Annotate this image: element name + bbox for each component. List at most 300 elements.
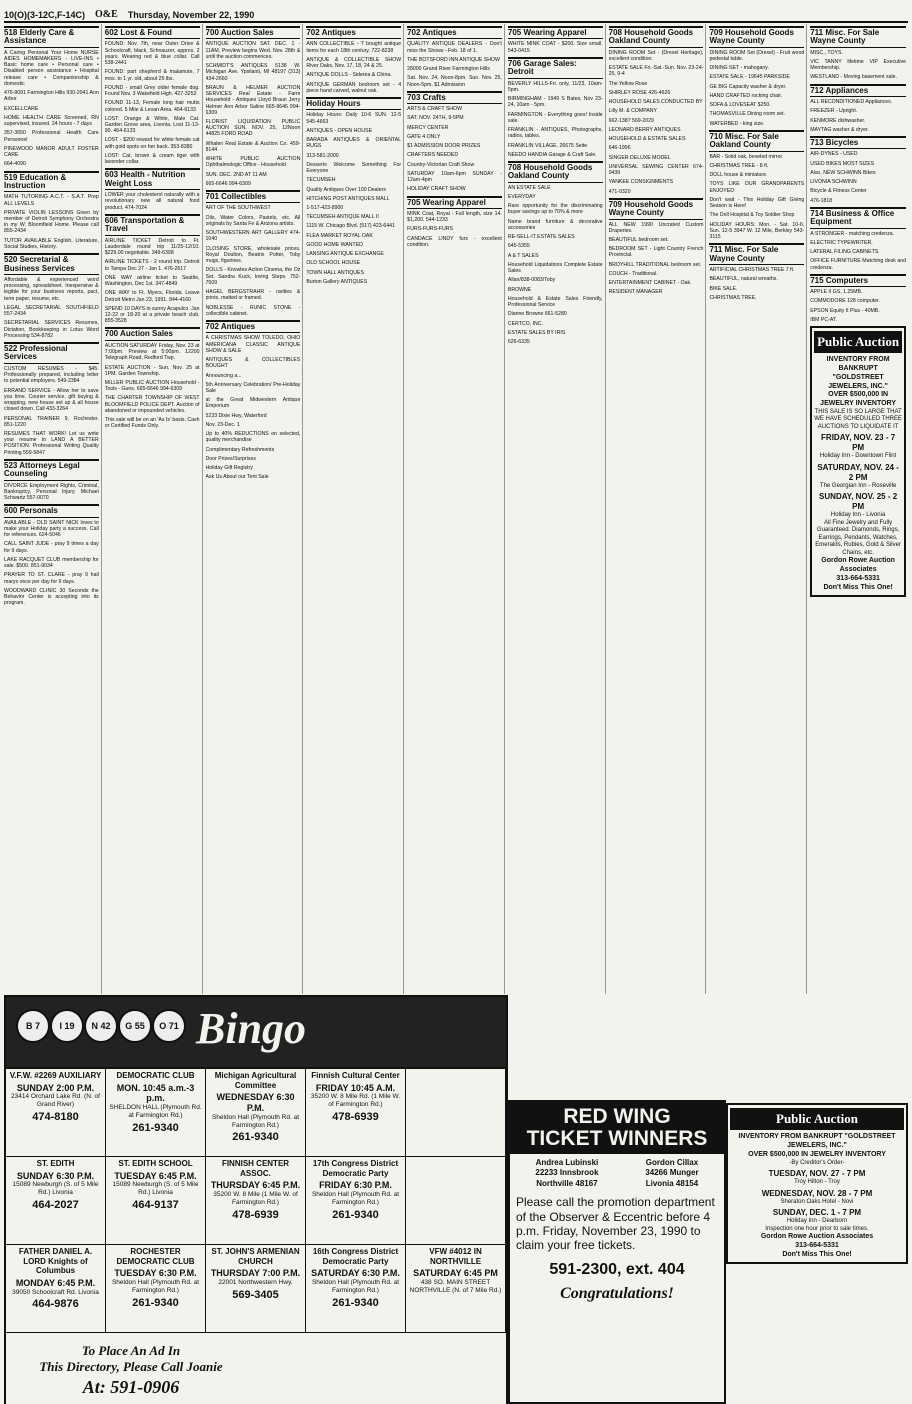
category-heading: 711 Misc. For Sale Wayne County [810, 26, 906, 48]
classified-ad: CALL SAINT JUDE - pray 9 times a day for 9 days. [4, 541, 99, 554]
classified-ad: ANTIQUE GERMAN bedroom set - 4 piece hand carved, walnut oak. [306, 81, 402, 94]
auction-date: SUNDAY, DEC. 1 - 7 PM [772, 1208, 862, 1217]
classified-ad: APPLE II GS, 1.25MB. [810, 289, 863, 296]
bingo-listing-phone: 261-9340 [332, 1208, 379, 1221]
classified-ad: HAGEL BERGSTRAHR - rarities & prints, matted or framed. [205, 289, 301, 302]
bingo-listing-day: FRIDAY 6:30 P.M. [319, 1180, 392, 1191]
category-heading: 606 Transportation & Travel [105, 214, 200, 236]
classified-ad: SINGER DELUXE MODEL [608, 154, 671, 161]
classified-ad: Holiday Gift Registry [205, 465, 253, 472]
winner-name: Gordon Cillax [645, 1158, 699, 1168]
category-heading: 710 Misc. For Sale Oakland County [709, 130, 804, 152]
category-heading: 705 Wearing Apparel [407, 196, 502, 209]
classified-ad: ALL RECONDITIONED Appliances. [810, 99, 893, 106]
column [709, 24, 807, 994]
bingo-listing [306, 1157, 406, 1245]
winner-entry [535, 1158, 598, 1189]
classified-ad: BEAUTIFUL bedroom set. [608, 237, 669, 244]
classified-ad: CLOSING STORE, wholesale prices. Royal Doulton, Beatrix Potter, Toby mugs, figurines. [205, 245, 301, 265]
redwing-title-line1: RED WING [563, 1105, 671, 1128]
bingo-listing [406, 1157, 506, 1245]
auction-headline: INVENTORY FROM BANKRUPT "GOLDSTREET JEWELERS, INC." [738, 1133, 896, 1149]
auction-phone: 313-664-5331 [795, 1241, 839, 1249]
auction-date: TUESDAY, NOV. 27 - 7 PM [768, 1169, 866, 1178]
classified-ad: SOUTHWESTERN ART GALLERY 474-1040 [205, 230, 301, 243]
classified-ad: HAND CRAFTED rocking chair. [709, 92, 783, 99]
classified-ad: Name brand furniture & decorative accessories [507, 218, 603, 231]
classified-ad: Sat. Nov. 24, Noon-8pm. Sun. Nov. 25, Noon-5pm. $1 Admission [407, 75, 502, 88]
classified-ad: AN ESTATE SALE [507, 184, 551, 191]
classified-ad: Complimentary Refreshments [205, 446, 275, 453]
classified-ad: HOLIDAY CRAFT SHOW [407, 186, 466, 193]
redwing-ticket-winners [508, 1100, 726, 1404]
redwing-phone: 591-2300, ext. 404 [549, 1260, 685, 1278]
classified-ad: VIC TANNY lifetime VIP Executive Membership. [810, 59, 906, 72]
classified-ad: LEONARD BERRY ANTIQUES [608, 126, 681, 133]
classified-ad: ANN COLLECTIBLE - 'I' bought antique items for each 18th century. 722-8238 [306, 41, 402, 54]
bingo-ball-icon: B 7 [16, 1009, 50, 1043]
redwing-title [510, 1102, 724, 1154]
classified-ad: USED BIKES MOST SIZES [810, 160, 875, 167]
classified-ad: FRANKLIN VILLAGE. 26675 Seite [507, 142, 588, 149]
bingo-listing-name: Finnish Cultural Center [311, 1071, 400, 1080]
classified-ad: This sale will be on an 'As Is' basis. Cash or Certified Funds Only. [104, 417, 200, 430]
classified-ad: CUSTOM RESUMES - $45. Professionally prepared, including letter to potential employers. 549-2384 [4, 365, 99, 385]
classified-ad: WHITE PUBLIC AUCTION Ophthalmologic Office - Household [205, 156, 301, 169]
bingo-listing [106, 1157, 206, 1245]
public-auction-1 [810, 326, 906, 597]
classified-ad: 626-6335 [507, 338, 530, 345]
classified-ad: HOME HEALTH CARE Screened, RN supervised, insured. 24 hours - 7 days [4, 114, 99, 128]
classified-ad: A Caring Personal Your Home NURSE AIDES HOMEMAKERS - LIVE-INS • Basic home care • Personal care • Disabled person assistance • Hospital release care • Companionship & domestic [4, 49, 99, 87]
auction-company: Gordon Rowe Auction Associates [821, 557, 895, 574]
bingo-listing-phone: 569-3405 [232, 1288, 279, 1301]
classified-ad: 476-1818 [810, 197, 833, 204]
masthead [4, 2, 908, 23]
category-heading: 522 Professional Services [4, 342, 99, 364]
column [508, 24, 606, 994]
category-heading: 702 Antiques [206, 320, 301, 333]
auction-date: SUNDAY, NOV. 25 - 2 PM [819, 492, 898, 512]
classified-ad: 1-517-423-8900 [306, 205, 344, 211]
classified-ad: BIKE SALE. [709, 285, 738, 292]
classified-ad: LIVONIA SCHWINN [810, 179, 857, 186]
bingo-listing-phone: 464-9876 [32, 1298, 79, 1311]
classified-ad: TECUMSEH [306, 177, 336, 184]
bingo-listing-day: SATURDAY 6:45 PM [413, 1268, 498, 1279]
bingo-listing-phone: 261-9340 [132, 1121, 179, 1134]
bingo-listing-phone: 261-9340 [332, 1296, 379, 1309]
classified-ad: WOODWARD CLINIC 30 Seconds the Behavior Center is accepting into its program. [4, 587, 99, 607]
classified-ad: FLEA MARKET ROYAL OAK [306, 232, 373, 239]
auction-date: WEDNESDAY, NOV. 28 - 7 PM [761, 1188, 873, 1198]
category-heading: 518 Elderly Care & Assistance [4, 26, 99, 48]
winner-city: Northville 48167 [536, 1178, 598, 1188]
classified-ad: ESTATE SALE Fri.-Sat.-Sun. Nov. 23-24-25, 9-4 [608, 65, 704, 78]
bingo-listing [306, 1069, 406, 1157]
bingo-listing [106, 1069, 206, 1157]
classified-ad: Rare opportunity for the discriminating buyer savings up to 70% & more [507, 203, 603, 216]
classified-ad: Dianne Browne 661-5280 [507, 311, 567, 318]
bingo-footer-line2: This Directory, Please Call Joanie [39, 1359, 223, 1375]
classified-ad: Allan/838-0083/Toby [507, 277, 556, 284]
classified-ad: PERSONAL TRAINER 9, Rochester. 851-1220 [4, 415, 99, 428]
auction-place: The Georgian Inn - Roseville [819, 482, 897, 489]
classified-ad: Whalen Real Estate & Auction Co. 459-8144 [205, 140, 301, 153]
category-heading: 705 Wearing Apparel [508, 26, 603, 39]
classified-ad: MATH TUTORING A.C.T. - S.A.T. Prep ALL LEVELS [4, 194, 99, 207]
auction-place: Holiday Inn - Livonia [830, 512, 886, 519]
bingo-ball-icon: N 42 [84, 1009, 118, 1043]
category-heading: 700 Auction Sales [105, 327, 200, 340]
publication-date: Thursday, November 22, 1990 [127, 10, 255, 20]
bingo-banner [6, 997, 506, 1069]
bingo-listing-day: TUESDAY 6:45 P.M. [114, 1170, 197, 1181]
auction-company: Gordon Rowe Auction Associates [760, 1233, 874, 1240]
classified-ad: Door Prizes/Surprises [205, 455, 256, 462]
classified-ad: NOBLESSE - RUNIC STONE - collectible cabinet. [205, 304, 301, 317]
classified-ad: TECUMSEH ANTIQUE MALL II [306, 214, 379, 221]
classified-ad: SAT. NOV. 24TH, 9-5PM [407, 115, 464, 122]
auction-place: Holiday Inn - Dearborn [786, 1218, 848, 1224]
classified-ad: ONE WAY to Ft. Myers, Florida. Leave Detroit Metro Jan 23, 1991. 844-4160 [104, 290, 200, 303]
classified-ad: RE-SELL-IT ESTATE SALES [507, 234, 575, 241]
category-heading: 603 Health - Nutrition Weight Loss [105, 168, 200, 190]
classified-ad: 5233 Dixie Hwy, Waterford [205, 412, 267, 419]
bingo-listing [406, 1069, 506, 1157]
classified-ad: 313-581-2000 [306, 152, 339, 159]
winners-list [510, 1154, 724, 1193]
classified-ad: Affordable & experienced word processing, spreadsheet. Inexpensive & legible for your business reports, pact, term paper, resume, etc. [4, 276, 99, 302]
classified-ad: THOMASVILLE Dining room set. [709, 111, 785, 118]
classified-ad: 645-5355 [507, 243, 530, 250]
classified-ad: ARTS & CRAFT SHOW [407, 106, 462, 113]
classified-ad: LOST - $200 reward for white female cat with gold spots on her back. 353-8380 [104, 137, 200, 150]
classified-ad: FOUND - small Grey older female dog. Found Nov. 3 Wakefield High. 427-3252 [104, 84, 200, 98]
bingo-listing-day: SATURDAY 6:30 P.M. [311, 1268, 400, 1279]
bingo-listing [306, 1245, 406, 1333]
bingo-listing-day: SUNDAY 2:00 P.M. [16, 1082, 95, 1093]
classified-ad: Desserts Welcome Something For Everyone [306, 161, 402, 175]
category-heading: 709 Household Goods Wayne County [609, 198, 704, 220]
category-heading: 711 Misc. For Sale Wayne County [709, 243, 804, 265]
bingo-listing-phone: 474-8180 [32, 1110, 79, 1123]
public-auction-2 [726, 1100, 908, 1400]
classified-ad: LOST: Orange & White, Male Cat. Garden Grove area, Livonia. Lost 11-13-90. 464-6133 [104, 115, 200, 135]
bingo-listing-name: 16th Congress District Democratic Party [312, 1247, 399, 1266]
classified-ad: ENTERTAINMENT CABINET - Oak. [608, 280, 692, 287]
bingo-listing-day: THURSDAY 7:00 P.M. [210, 1268, 301, 1279]
winner-address: 22233 Innsbrook [535, 1168, 599, 1178]
category-heading: 714 Business & Office Equipment [810, 207, 906, 229]
classified-ad: Also, NEW SCHWINN Bikes [810, 169, 876, 176]
classified-ad: HOUSEHOLD & ESTATE SALES [608, 136, 686, 143]
classified-ad: BARADA ANTIQUES & ORIENTAL RUGS [306, 137, 402, 150]
bingo-listing-name: FATHER DANIEL A. LORD Knights of Columbus [18, 1247, 93, 1276]
auction-banner: Public Auction [730, 1108, 904, 1130]
classified-ad: BROYHILL TRADITIONAL bedroom set. [608, 261, 702, 268]
classified-ad: EVERYDAY [507, 194, 536, 200]
classified-ad: 357-3650 Professional Health Care Personnel [4, 130, 99, 143]
classified-ad: The Yellow Rose [608, 80, 648, 87]
auction-place: Sheraton Oaks Hotel - Novi [780, 1198, 854, 1205]
bingo-footer-line1: To Place An Ad In [81, 1343, 181, 1358]
classified-ad: LEGAL SECRETARIAL SOUTHFIELD 557-2434 [4, 304, 99, 318]
classified-ad: DIVORCE Employment Rights, Criminal, Bankruptcy, Personal Injury. Michael Schwartz 557-0070 [4, 482, 99, 502]
classified-ad: AUCTION SATURDAY Friday, Nov. 23 at 7:00pm. Preview at 5:00pm. 12200 Telegraph Road, Redford Twp. [104, 342, 200, 362]
classified-ad: TOWN HALL ANTIQUES [306, 269, 364, 276]
category-heading: 703 Crafts [407, 91, 502, 104]
auction-place: Troy Hilton - Troy [794, 1179, 840, 1185]
classified-ad: UNIVERSAL SEWING CENTER 674-0439 [608, 163, 704, 177]
classified-ad: ART OF THE SOUTHWEST [205, 205, 271, 212]
auction-place: Holiday Inn - Downtown Flint [819, 453, 897, 460]
auction-sub: OVER $500,000 IN JEWELRY INVENTORY [820, 391, 897, 408]
classified-ad: Oils, Water Colors, Pastels, etc. All originals by Santa Fe & Arizona artists. [205, 214, 301, 227]
winner-name: Andrea Lubinski [535, 1158, 599, 1168]
bingo-listing-day: TUESDAY 6:30 P.M. [114, 1268, 197, 1279]
bingo-footer [6, 1341, 256, 1404]
classified-ad: GE BIG Capacity washer & dryer. [709, 83, 787, 90]
classified-ad: CANDACE LINDY furs - excellent condition. [407, 235, 502, 248]
classified-ad: SECRETARIAL SERVICES Resumes, Dictation, Bookkeeping in Lotus Word Processing 534-8782 [4, 320, 99, 339]
bingo-grid [6, 1069, 506, 1333]
classified-ad: at the Great Midwestern Antique Emporium [205, 397, 301, 410]
auction-box [726, 1103, 908, 1264]
classified-ad: DINING ROOM Set - (Drexel Heritage), excellent condition. [608, 49, 704, 63]
classified-ad: HOLIDAY HOURS: Mon. - Sat. 10-6; Sun. 12-5 3947 W. 12 Mile, Berkley 543-3115 [709, 221, 805, 241]
bingo-listing-name: ST. JOHN'S ARMENIAN CHURCH [211, 1247, 300, 1266]
classified-ad: 664-4090 [4, 161, 26, 168]
classified-ad: ALL NEW 1990 Uncrated Custom Draperies. [608, 221, 704, 234]
category-heading: 715 Computers [810, 274, 906, 287]
bingo-listing-location: 23414 Orchard Lake Rd. (N. of Grand River) [11, 1093, 100, 1109]
classified-ad: WATERBED - king size. [709, 120, 765, 127]
bingo-listing-location: Sheldon Hall (Plymouth Rd. at Farmington Rd.) [111, 1278, 200, 1294]
classified-ad: FOUND: Nov. 7th, near Outer Drive & Schoolcraft, black, Schnauzer, approx. 2 years. Wearing red & blue collar. Call 538-2441 [104, 41, 200, 67]
bingo-listing-name: ROCHESTER DEMOCRATIC CLUB [116, 1247, 195, 1266]
bingo-listing-phone: 261-9340 [232, 1131, 279, 1144]
classified-ad: ESTATE SALES BY IRIS [507, 329, 566, 336]
category-heading: 520 Secretarial & Business Services [4, 253, 99, 275]
classified-ad: AIRLINE TICKET Detroit to Ft. Lauderdale round trip 11/25-12/10. $229.00 negotiable. 349-6398 [104, 237, 200, 257]
category-heading: 709 Household Goods Wayne County [709, 26, 804, 48]
classified-ad: BIRMINGHAM - 1949 S Bates, Nov 23-24, 10am - 5pm. [507, 96, 603, 109]
auction-inspection: Inspection one hour prior to sale times. [765, 1225, 869, 1232]
classified-ad: FOUND: part shepherd & malamute, 7 mos. to 1 yr. old, about 25 lbs. [104, 69, 200, 82]
bingo-ball-icon: I 19 [50, 1009, 84, 1043]
classified-ad: Holiday Hours: Daily 10-6 SUN. 12-5 545-4663 [306, 112, 402, 125]
bingo-listing-day: MON. 10:45 a.m.-3 p.m. [116, 1082, 195, 1104]
classified-ad: AIR-DYNES - USED [810, 151, 858, 158]
classified-ad: RESIDENT MANAGER [608, 289, 663, 296]
classified-ad: MILLER PUBLIC AUCTION Household - Tools - Guns. 665-6646 994-6309 [104, 380, 200, 393]
column [105, 24, 203, 994]
classified-ad: COUCH - Traditional. [608, 270, 658, 277]
classified-ad: A CHRISTMAS SHOW TOLEDO, OHIO AMERICANA CLASSIC ANTIQUE SHOW & SALE [205, 335, 301, 354]
classified-ad: ONE WAY airline ticket to Seattle, Washington, Dec 1st. 347-4849 [104, 274, 200, 288]
bingo-listing [206, 1245, 306, 1333]
classified-ad: SOFA & LOVESEAT $250. [709, 102, 771, 109]
auction-details: All Fine Jewelry and Fully Guaranteed. Diamonds, Rings, Earrings, Pendants, Watches, Emeralds, Rubies, Gold & Silver Chains, etc. [815, 519, 901, 556]
classified-ad: NEEDO HANDIA Garage & Craft Sale. [507, 151, 597, 158]
bingo-listing-name: VFW #4012 IN NORTHVILLE [429, 1247, 482, 1266]
bingo-listing [6, 1069, 106, 1157]
category-heading: 712 Appliances [810, 84, 906, 97]
classified-ad: OLD SCHOOL HOUSE [306, 260, 361, 267]
classified-ad: GOOD HOME WANTED [306, 241, 363, 248]
classified-ad: QUALITY ANTIQUE DEALERS - Don't miss the Shows - Feb. 18 of 1. [407, 41, 502, 54]
bingo-listing-phone: 464-2027 [32, 1198, 79, 1211]
classified-ad: PRIVATE VIOLIN LESSONS Given by member of Detroit Symphony Orchestra in my W. Bloomfield Home. Please call 855-2434 [4, 209, 99, 235]
classified-ad: MERCY CENTER [407, 124, 449, 131]
classified-ad: EPSON Equity II Plus - 40MB. [810, 307, 880, 314]
classified-ad: Nov. 23-Dec. 1 [205, 421, 240, 428]
bingo-listing-location: Sheldon Hall (Plymouth Rd. at Farmington Rd.) [211, 1113, 300, 1129]
auction-headline: INVENTORY FROM BANKRUPT "GOLDSTREET JEWELERS, INC." [826, 356, 890, 390]
classified-ad: 5th Anniversary Celebration/ Pre-Holiday Sale [205, 381, 301, 395]
classified-ad: ANTIQUE DOLLS - Siderea & China. [306, 72, 392, 79]
classified-ad: CHRISTMAS TREE - 8 ft. [709, 162, 769, 169]
bingo-listing-location: 35200 W. 8 Mile Rd. (1 Mile W. of Farmington Rd.) [310, 1093, 401, 1109]
category-heading: 519 Education & Instruction [4, 171, 99, 193]
winner-address: 34266 Munger [645, 1168, 699, 1178]
classified-ad: SATURDAY 10am-6pm SUNDAY - 12am-4pm [407, 170, 502, 184]
classified-ad: THE CHARTER TOWNSHIP OF WEST BLOOMFIELD POLICE DEPT. Auction of abandoned or impounded vehicles. [104, 395, 200, 414]
category-heading: 701 Collectibles [206, 190, 301, 203]
classified-ad: ANTIQUE AUCTION SAT. DEC. 1 - 11AM. Preview begins Wed. Nov. 28th & until the auction commences. [205, 41, 301, 60]
category-heading: 708 Household Goods Oakland County [508, 161, 603, 183]
auction-sub2: -By Creditor's Order- [789, 1159, 845, 1166]
classified-ad: TOYS LIKE OUR GRANDPARENTS ENJOYED [709, 181, 805, 194]
bingo-listing-location: 39050 Schoolcraft Rd. Livonia [12, 1288, 99, 1296]
auction-tag: Don't Miss This One! [823, 583, 893, 591]
classified-ad: GATE 4 ONLY [407, 133, 441, 140]
bingo-listing-location: 15089 Newburgh (S. of 5 Mile Rd.) Livonia [112, 1181, 199, 1197]
bingo-listing [6, 1245, 106, 1333]
bingo-listing [106, 1245, 206, 1333]
classified-ad: FRANKLIN - ANTIQUES, Photographs, radios, tables. [507, 127, 603, 140]
classified-ad: OFFICE FURNITURE Matching desk and credenza. [810, 258, 906, 271]
bingo-listing-location: 35200 W. 8 Mile (1 Mile W. of Farmington Rd.) [213, 1190, 298, 1206]
classified-ad: FOUND 11-13, Female long hair mutts colored. 5 Mile & Levan Area. 464-6133 [104, 100, 200, 113]
classified-ad: SUN. DEC. 2ND AT 11 AM [205, 171, 267, 178]
classified-ad: Ask Us About our Tent Sale [205, 474, 269, 481]
classified-ad: DINING SET - mahogany. [709, 65, 769, 72]
classified-ad: MISC., TOYS. [810, 49, 843, 56]
classified-ad: 1115 W. Chicago Blvd. (517) 423-6441 [306, 223, 395, 230]
column [407, 24, 505, 994]
classified-ad: IBM PC-AT. [810, 316, 837, 323]
bingo-listing-day: FRIDAY 10:45 A.M. [315, 1082, 396, 1093]
classified-ad: Lilly M. & COMPANY [608, 108, 657, 115]
bingo-listing-location: Sheldon Hall (Plymouth Rd. at Farmington Rd.) [311, 1278, 400, 1294]
bingo-listing-day: SUNDAY 6:30 P.M. [16, 1170, 95, 1181]
classified-ad: $1 ADMISSION DOOR PRIZES [407, 143, 481, 150]
classified-ad: FLORIST LIQUIDATION PUBLIC AUCTION SUN. NOV. 25, 12Noon 44825 FORD ROAD [205, 118, 301, 138]
category-heading: Holiday Hours [306, 97, 401, 110]
auction-date: FRIDAY, NOV. 23 - 7 PM [821, 433, 896, 453]
bingo-listing-phone: 464-9137 [132, 1198, 179, 1211]
classified-ad: HITCHING POST ANTIQUES MALL [306, 195, 390, 202]
bingo-listing-location: 15089 Newburgh (S. of 5 Mile Rd.) Livonia [12, 1181, 99, 1197]
category-heading: 706 Garage Sales: Detroit [508, 57, 603, 79]
classified-ad: CHRISTMAS TREE. [709, 294, 757, 301]
classified-ad: ANTIQUES - OPEN HOUSE [306, 127, 373, 134]
category-heading: 523 Attorneys Legal Counseling [4, 459, 99, 481]
auction-banner: Public Auction [814, 331, 902, 353]
bingo-listing-name: 17th Congress District Democratic Party [312, 1159, 399, 1178]
classified-ad: FARMINGTON - Everything goes! Inside sale. [507, 111, 603, 124]
bingo-listing [406, 1245, 506, 1333]
classified-ad: AIRLINE TICKETS - 2 round trip. Detroit to Tampa Dec 27 - Jan 1. 476-2617 [104, 259, 200, 272]
column [810, 24, 908, 994]
classified-ad: COMMODORE 128 computer. [810, 298, 880, 305]
classified-ad: The Doll Hospital & Toy Soldier Shop [709, 212, 795, 219]
classified-ad: FREEZER - Upright. [810, 108, 858, 115]
bingo-title: Bingo [196, 1004, 307, 1053]
classified-ad: WHITE MINK COAT - $200. Size small. 543-0415 [507, 41, 603, 54]
classified-ad: MINK Coat, Royal - Full length, size 14. $1,200. 544-1233 [407, 210, 502, 224]
column [206, 24, 304, 994]
classified-ad: ELECTRIC TYPEWRITER. [810, 239, 873, 246]
bingo-listing [6, 1157, 106, 1245]
classified-ad: BRAUN & HELMER AUCTION SERVICES Real Estate - Farm Household - Antiques Lloyd Braun Jerry Helmer Ann Arbor Saline 665-9646 994-6309 [205, 84, 301, 116]
classified-ad: DINING ROOM Set (Drexel) - Fruit wood pedestal table. [709, 49, 805, 63]
classified-ad: ANTIQUE & COLLECTIBLE SHOW River Oaks, Nov. 17, 18, 24 & 25. [306, 56, 402, 70]
classified-ad: 471-0320 [608, 188, 631, 195]
auction-date: SATURDAY, NOV. 24 - 2 PM [817, 462, 899, 482]
classified-ad: Don't wait - This Holiday Gift Giving Season is Here! [709, 196, 805, 210]
category-heading: 602 Lost & Found [105, 26, 200, 39]
bingo-listing [206, 1069, 306, 1157]
column [609, 24, 707, 994]
redwing-congrats: Congratulations! [560, 1284, 674, 1302]
publication-name: O&E [95, 9, 118, 20]
bingo-listing-day: MONDAY 6:45 P.M. [15, 1277, 96, 1288]
classified-ad: ESTATE SALE - 19645 PARKSIDE [709, 74, 790, 81]
classified-ad: 662-1387 569-2029 [608, 117, 654, 124]
classified-ad: A STRONGER - matching credenza. [810, 230, 895, 237]
classified-ad: LOST: Cat, brown & cream tiger with lavender collar. [104, 152, 200, 166]
classified-ad: YANKEE CONSIGNMENTS [608, 179, 674, 186]
classified-ad: BEVERLY HILLS-Fri. only, 11/23, 10am-5pm. [507, 80, 603, 93]
classified-ad: EXCELLCARE [4, 105, 39, 112]
bingo-listing-location: 438 SO. MAIN STREET NORTHVILLE (N. of 7 Mile Rd.) [409, 1278, 502, 1294]
classified-ad: ARTIFICIAL CHRISTMAS TREE 7 ft. [709, 267, 795, 274]
category-heading: 708 Household Goods Oakland County [609, 26, 704, 48]
classified-ad: Country-Victorian Craft Show [407, 161, 475, 168]
classified-ad: Burton Gallery ANTIQUES [306, 278, 368, 285]
classified-ad: Bicycle & Fitness Center [810, 188, 867, 195]
winner-entry [645, 1158, 698, 1189]
redwing-title-line2: TICKET WINNERS [526, 1127, 708, 1151]
classified-ad: 665-6646 994-6309 [205, 180, 251, 187]
bingo-listing [206, 1157, 306, 1245]
classified-ad: ERRAND SERVICE - Allow her to save you time. Courier service, gift buying & wrapping, new house set up & all house closed down. Call 433-3264 [4, 387, 99, 413]
classified-ad: KENMORE dishwasher. [810, 117, 866, 124]
bingo-listing-name: ST. EDITH [36, 1159, 75, 1168]
classified-ad: 28000 Grand River Farmington Hills [407, 66, 490, 73]
classified-ad: BEDROOM SET - Light Country French Provincial. [608, 246, 704, 259]
bingo-listing-name: Michigan Agricultural Committee [214, 1071, 297, 1090]
classified-ad: Up to 40% REDUCTIONS on selected, quality merchandise [205, 431, 301, 444]
classified-ad: 476-9091 Farmington Hills 930-2041 Ann Arbor [4, 90, 99, 103]
winner-city: Livonia 48154 [645, 1178, 699, 1188]
classified-ad: MAYTAG washer & dryer. [810, 126, 869, 133]
classified-ad: RESUMES THAT WORK! Let us write your resume to LAND A BETTER POSITION. Professional Writing Quality Printing 559-5847 [4, 430, 99, 456]
classified-ad: PRAYER TO ST. CLARE - pray 9 hail marys once per day for 9 days. [4, 572, 99, 585]
